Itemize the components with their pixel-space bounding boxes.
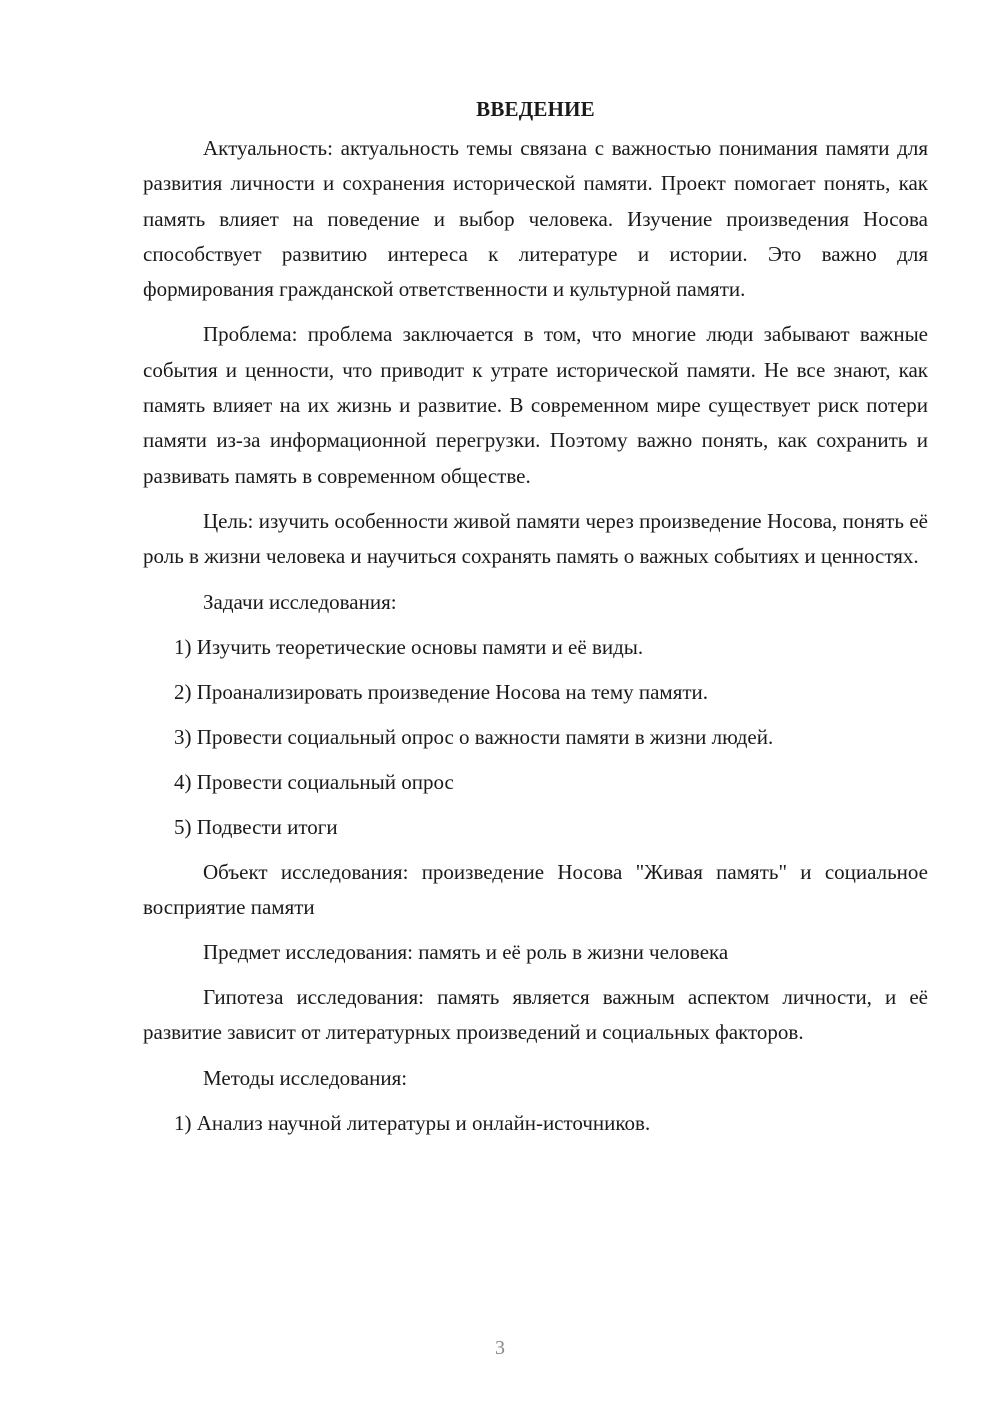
list-item: 4) Провести социальный опрос [174, 769, 454, 794]
page-number: 3 [495, 1337, 505, 1359]
list-item: 1) Анализ научной литературы и онлайн-источников. [174, 1110, 651, 1135]
list-item: 1) Изучить теоретические основы памяти и её виды. [174, 634, 644, 659]
methods-heading: Методы исследования: [203, 1065, 408, 1090]
relevance-paragraph: Актуальность: актуальность темы связана с важностью понимания памяти для развития личности и сохранения исторической памяти. Проект помогает понять, как память влияет на поведение и выбор человека. Изучение произведения Носова способствует развитию интереса к литературе и истории. Это важно для формирования гражданской ответственности и культурной памяти. [143, 136, 928, 302]
object-paragraph: Объект исследования: произведение Носова "Живая память" и социальное восприятие памяти [143, 859, 928, 919]
list-item: 5) Подвести итоги [174, 814, 338, 839]
goal-paragraph: Цель: изучить особенности живой памяти через произведение Носова, понять её роль в жизни человека и научиться сохранять память о важных событиях и ценностях. [143, 508, 928, 569]
list-item: 3) Провести социальный опрос о важности памяти в жизни людей. [174, 724, 774, 749]
methods-list [143, 1106, 928, 1141]
problem-paragraph: Проблема: проблема заключается в том, что многие люди забывают важные события и ценности, что приводит к утрате исторической памяти. Не все знают, как память влияет на их жизнь и развитие. В современном мире существует риск потери памяти из-за информационной перегрузки. Поэтому важно понять, как сохранить и развивать память в современном обществе. [143, 322, 928, 488]
list-item: 2) Проанализировать произведение Носова на тему памяти. [174, 679, 709, 704]
hypothesis-paragraph: Гипотеза исследования: память является важным аспектом личности, и её развитие зависит от литературных произведений и социальных факторов. [143, 985, 928, 1045]
tasks-heading: Задачи исследования: [203, 589, 397, 614]
document-page [143, 92, 928, 1151]
tasks-list [143, 630, 928, 845]
subject-paragraph: Предмет исследования: память и её роль в жизни человека [203, 940, 729, 965]
section-title: ВВЕДЕНИЕ [476, 97, 595, 121]
